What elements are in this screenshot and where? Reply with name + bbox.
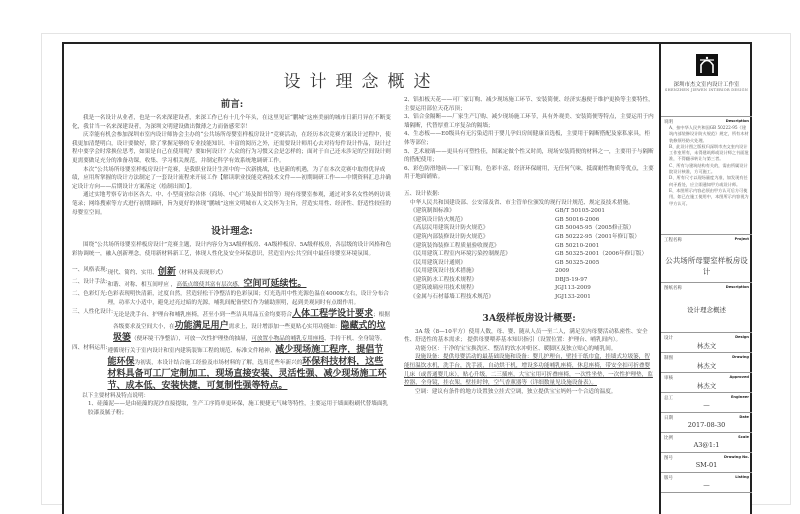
standard-row: 《建筑设计防火规范》 GB 50016-2006 — [410, 216, 600, 223]
note-item: E、本图所示内容必须由甲方认可后方可使用，如已在施工使用中，本图所示内容视为甲方认可。 — [669, 187, 749, 206]
preface-heading: 前言: — [220, 99, 244, 110]
standard-row: 《高层民用建筑设计防火规范》 GB 50045-95（2005修正版） — [410, 225, 635, 232]
concept-heading: 设计理念: — [211, 226, 253, 238]
standard-row: 《建筑玻璃应用技术规程》 JGJ113-2009 — [410, 285, 591, 292]
standards-intro: 中华人民共和国建设部、公安部及省、市主管单位颁发的现行设计规范、规定及技术措施。 — [410, 199, 634, 206]
note-item: B、此设计图之版权归深圳市杰文室内设计工作室所有，未得建筑师或设计师之书面批准，不得翻录转让与第三者。 — [669, 143, 749, 162]
drawing-number-cell: 图号 Drawing No. SM-01 — [661, 453, 752, 473]
note-item: A、按中华人民共和国GB 50222-95《建筑内部装修设计防火规范》规定，所有木材装修须经防火处理。 — [669, 125, 749, 143]
standard-row: 《民用建筑设计通则》 GB 50325-2005 — [410, 259, 600, 266]
point-color-light: 二、色彩灯光: 色彩表现明快清新，过度自然，营造轻松干净整洁的色彩氛围；灯光选用中性光源色温在4000K左右，设计分布合理，功率大小适中，避免过亮过暗的光源，哺乳间配备壁灯作为辅助照明，起到美观同时有点缀作用。 — [72, 291, 389, 306]
notes-block: 说明 Description A、按中华人民共和国GB 50222-95《建筑内部装修设计防火规范》规定，所有木材装修须经防火处理。 B、此设计图之版权归深圳市杰文室内设计工作室所有，未得建筑师或设计师之书面批准，不得翻录转让与第三者。 C、所有与建筑结构有关的，需由所属设计院设计核准，方可施工。 D、所有尺寸以现场量度为准，如发现有任何矛盾处，应立即通知甲方或设计师。 E、本图所示内容必须由甲方认可后方可使用，如已在施工使用中，本图所示内容视为甲方认可。 — [661, 117, 752, 235]
company-logo-block — [661, 54, 752, 117]
company-logo-icon — [696, 54, 718, 76]
drafter-cell: 制图 Drawing 林杰文 — [661, 353, 752, 373]
project-name: 公共场所母婴室样板房设计 — [665, 256, 748, 276]
note-item: D、所有尺寸以现场量度为准，如发现有任何矛盾处，应立即通知甲方或设计师。 — [669, 175, 748, 187]
title-block — [659, 44, 752, 514]
material-item: 5、艺术玻璃——更具有可塑性佳，图案定做个性又时尚，现场安装简便的材料之一，主要用于与隔断的搭配使用； — [404, 148, 654, 164]
material-item: 4、生态板——E0级具有无污染适用于婴儿孕妇房间健康首选板，主要用于隔断搭配及家私家具，柜体等部位； — [404, 131, 651, 146]
preface-paragraph: 我是一名设计从业者，也是一名来深建设者，来深工作已有十几个年头，在这里见证“鹏城”这座美丽的城市日新月异在不断变化，我甘当一名来深建设者，为深圳文明建设做出微薄之力而备感荣幸！ — [72, 115, 391, 130]
listing-cell: 版号 Listing — — [661, 473, 752, 493]
right-column — [404, 96, 654, 396]
preface-paragraph: 通过实地考察专访市区各大、中、小型商业综合体（商场、中心广场及图书馆等）现有母婴室参观，通过对多名女性妈妈访谈笔录；网络搜索等方式进行初期调研，旨为更好的体现“鹏城”这座文明城市人文关怀为主旨，营造实用性、经济性、舒适性较佳的母婴室空间。 — [72, 192, 391, 216]
standard-row: 《建筑装饰装修工程质量验收规范》 GB 50210-2001 — [410, 242, 600, 249]
standard-row: 《建筑防水工程技术规程》 DBJ5-19-97 — [410, 276, 588, 283]
date-cell: 日期 Date 2017-08-30 — [661, 413, 752, 433]
material-item: 6、彩色防滑地砖——厂家订购，色彩丰富，经济环保耐用，无任何气味，抵腐耐性物质等优点，主要用于地面铺贴。 — [404, 165, 654, 181]
sample-3a-line: 空调：建议有条件的地方设置独立挂式空调，独立提供宝宝妈妈一个合适的温度。 — [415, 388, 617, 395]
materials-intro: 以下主要材料及特点说明： — [82, 392, 150, 399]
designer-cell: 设计 Design 林杰文 — [661, 333, 752, 353]
concept-paragraph: 围绕“公共场所母婴室样板房设计”竞赛主题，设计内容分为3A级样板房、4A级样板房、5A级样板房，各层级的设计风格和色彩协调统一，融入创新理念，使用新材料新工艺，体现人性化及安全环保意识，营造室内公共空间中最佳母婴室环境氛围。 — [72, 242, 392, 257]
sample-3a-line: 3A 级（8—10平方）使用人数，母、婴、随从人员一至二人，满足室内母婴活动私密性、安全性、舒适性的基本需求； 提供母婴喂养基本知识指引（设置位置：护理台、哺乳间内）。 — [404, 328, 648, 344]
standard-row: 《建筑内部装修设计防火规范》 GB 50222-95（2001年修订版） — [410, 233, 640, 240]
scale-cell: 比例 Scale A3@1:1 — [661, 433, 752, 453]
drawing-name-cell: 图纸名称 Description 设计理念概述 — [661, 283, 752, 333]
material-item: 3、铝合金隔断——厂家生产订购、减少现场施工环节，具有外观美、安装简便等特点，主要运用于内墙隔断，代替厚重工序复杂的隔墙； — [404, 114, 654, 129]
left-column — [72, 96, 392, 417]
drawing-frame — [62, 42, 752, 514]
sample-3a-line: 设施设备：提供母婴活动的最基础设施和设备：婴儿护理台，壁挂干纸巾盒，挂墙式垃圾篓，智能恒温饮水机，洗手台，洗手液，自动烘干机，增设多功能哺乳座椅，休息座椅，带安全扣可折叠婴儿床（或普通婴儿床），贴心升级，二三插座，大宝宝用可折叠座椅，一次性坐垫，一次性护理垫，监控器，全身镜，挂衣架，壁挂时钟，空气香薰器等（详细数量见设施设备表）。 — [404, 354, 653, 387]
point-method: 二、设计手法: 和谐、对称、相互间呼应 ，高低点缀使其富有层次感，空间可延续性。 — [72, 279, 307, 290]
company-name: 深圳市杰文室内设计工作室 — [673, 82, 740, 88]
sample-3a-line: 功能分区：干净的宝宝换洗区、整洁的饮水冲奶区、暖脚区及独立贴心的哺乳间。 — [415, 345, 617, 352]
preface-paragraph: 庆幸能有机会参加深圳市室内设计师协会主办的“公共场所母婴室样板房设计”竞赛活动，在经历本次竞赛方案设计过程中，使我更加清楚明白，设计要做好，除了掌握足够的专业技能知识、丰富的阅历之外，还需要设计师用心去对待每件设计作品，设计过程中要学会时常换位思考，如果是自己在使用呢？要如何设计？大众的行为习惯又会是怎样的；面对于自己还未涉足的空间设计则更需要做足充分的准备功课，收集、学习相关规范，并制定科学有效系统地调研工作。 — [72, 132, 391, 164]
engineer-cell: 总工 Engineer — — [661, 393, 752, 413]
project-cell: 工程名称 Project 公共场所母婴室样板房设计 — [661, 235, 752, 283]
drawing-name: 设计理念概述 — [687, 306, 726, 314]
standards-list — [404, 207, 654, 302]
point-humanized: 三、人性化设计: 无论是洗手台、护理台和哺乳座椅，甚至小到一些洁具用品五金均要符合人体工程学设计要求；根据各级要求及空间大小，在功能满足用户需求上，设计增添加一些更贴心实用功能如：隐藏式的垃圾篓（便环境干净整洁），可放一次性护理垫的抽屉，可放置小物品的哺乳专用座椅、手持干机、全身镜等。 — [72, 308, 390, 343]
point-style: 一、风格表现: 现代、简约、实用、创新（材料及表现形式） — [72, 267, 227, 278]
material-item: 1、硅藻泥——是由硅藻的泥沙直接提取，生产工序简单更环保，施工便捷无气味等特性，主要运用于墙面粉刷代替墙面乳胶漆及腻子粉； — [88, 401, 389, 416]
standard-row: 《民用建筑设计技术措施》 2009 — [410, 268, 570, 275]
note-item: C、所有与建筑结构有关的，需由所属设计院设计核准，方可施工。 — [669, 162, 748, 175]
material-item: 2、铝扣板天花——可厂家订购、减少现场施工环节、安装简便、经济实惠便于维护更换等主要特性，主要运用部位天花吊顶； — [404, 97, 654, 112]
approver-cell: 审核 Approved 林杰文 — [661, 373, 752, 393]
preface-paragraph: 本次“公共场所母婴室样板房设计”竞赛，是我职业设计生涯中的一次新挑战，也是新的机遇，为了在本次竞赛中取得优异成绩，应用所掌握的设计方法制定了一套设计流程来开展工作【解读职业技能竞赛技术文件——初期调研工作——中期资料汇总并确定设计方向——后期设计方案落定（绘制出图）】。 — [72, 166, 391, 190]
company-name-en: SHENZHEN JIEWEN INTERIOR DESIGN — [664, 88, 749, 92]
standard-row: 《金属与石材幕墙工程技术规范》 JGJ133-2001 — [410, 294, 591, 301]
sample-3a-heading: 3A级样板房设计概要: — [482, 312, 576, 324]
standards-heading: 五、设计依据: — [404, 190, 440, 197]
point-materials: 四、材料运用: 遵循现行关于室内设计和室内建筑装饰工程的规范、标准文件精神，减少现场施工程序，提倡节能环保为初衷，本设计结合施工经验及市场材料的了解，选用近些年新兴的环保科技材料，这些材料具备可工厂定制加工，现场直接安装、灵活性强、减少现场施工环节、成本低、安装快捷，可复制性强等特点。 — [72, 344, 387, 391]
standard-row: 《建筑制图标准》 GB/T 50105-2001 — [410, 208, 605, 215]
standard-row: 《民用建筑工程室内环境污染控制规范》 GB 50325-2001（2006年修订版） — [410, 251, 648, 258]
page-title: 设计理念概述 — [283, 72, 440, 92]
